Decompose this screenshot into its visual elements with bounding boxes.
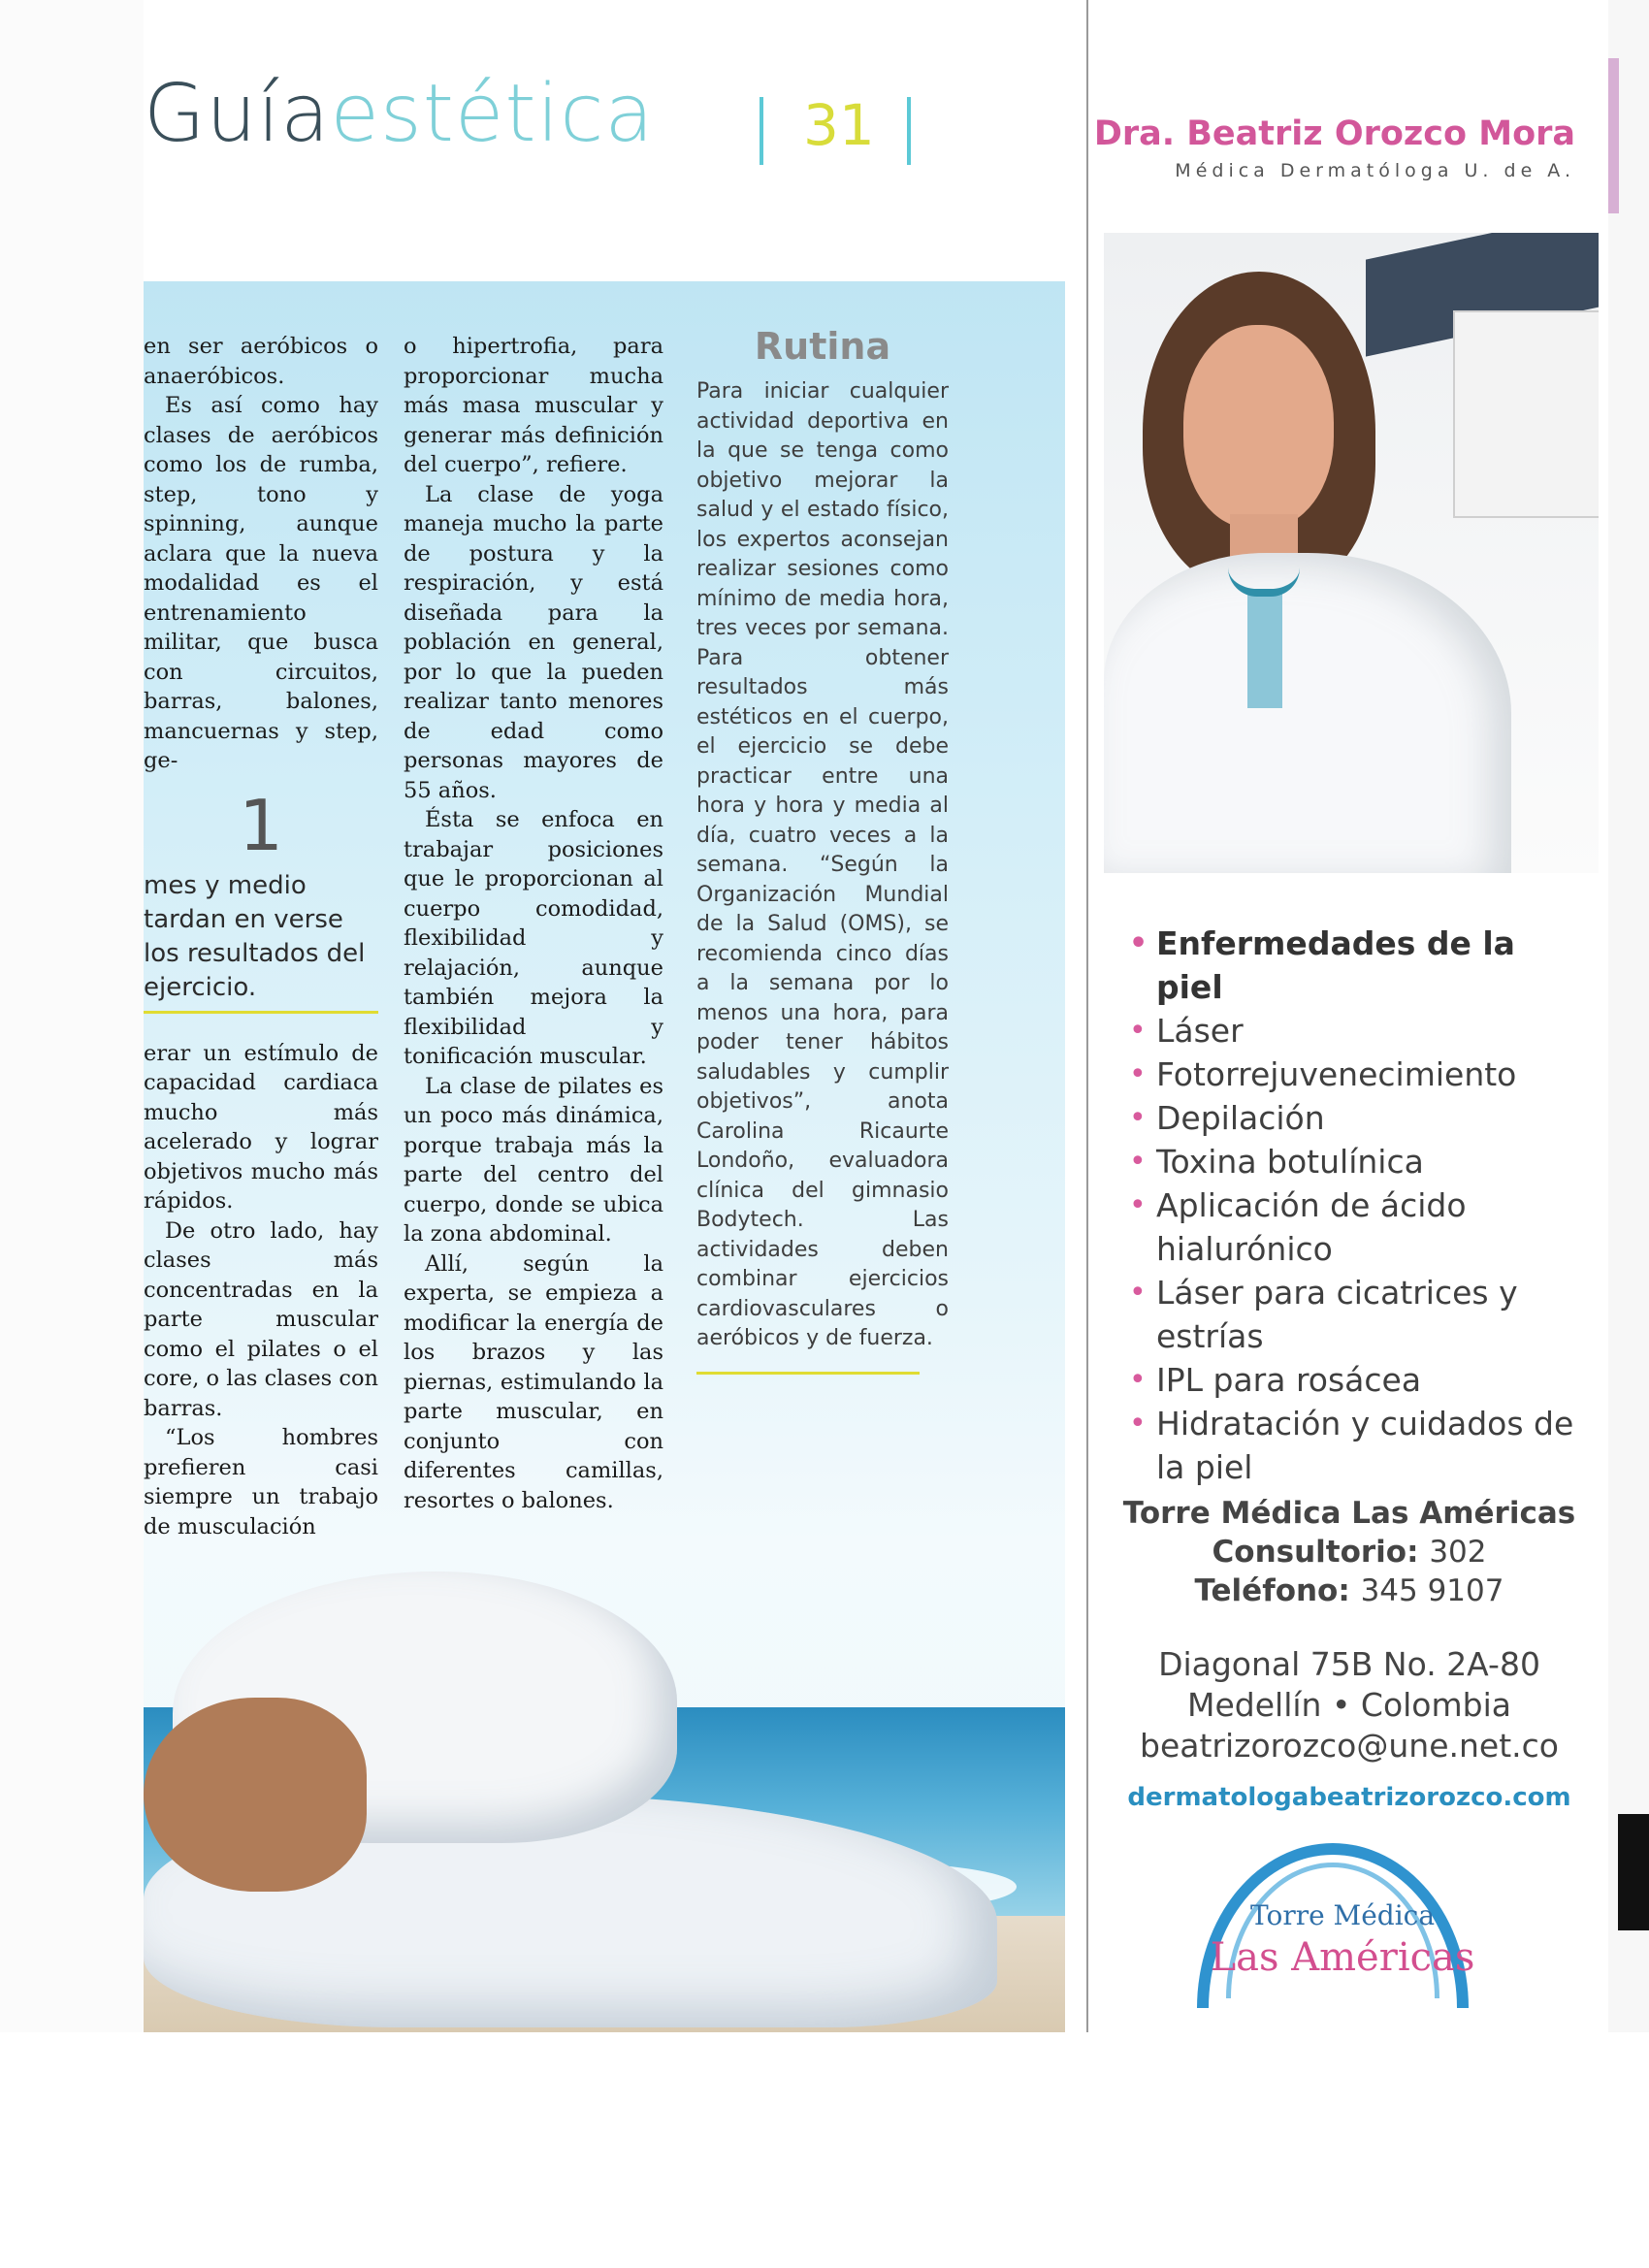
service-item: • Láser para cicatrices y estrías <box>1129 1271 1585 1358</box>
highlight-text: mes y medio tardan en verse los resultados del ejercicio. <box>144 870 366 1002</box>
service-item: • Enfermedades de la piel <box>1129 922 1585 1009</box>
dermatologist-ad <box>1090 0 1608 2032</box>
rutina-title: Rutina <box>754 325 891 368</box>
diploma-frame <box>1453 310 1599 518</box>
scan-bottom-margin <box>0 2032 1649 2268</box>
service-item: • Depilación <box>1129 1096 1585 1140</box>
doctor-blouse <box>1247 592 1282 708</box>
doctor-name: Dra. Beatriz Orozco Mora <box>1093 114 1575 153</box>
service-item: • Hidratación y cuidados de la piel <box>1129 1402 1585 1489</box>
rutina-underline <box>696 1372 920 1375</box>
beach-yoga-photo <box>144 1571 1065 2032</box>
article-column-1 <box>144 332 378 1541</box>
rutina-sidebar <box>696 325 949 1375</box>
paragraph: Allí, según la experta, se empieza a modificar la energía de los brazos y las piernas, estimulando la parte muscular, en conjunto con diferentes camillas, resortes o balones. <box>404 1250 663 1513</box>
email: beatrizorozco@une.net.co <box>1140 1727 1559 1765</box>
page-number: 31 <box>803 92 875 158</box>
page-number-bar-left <box>760 97 763 165</box>
article <box>144 281 1065 2032</box>
paragraph: Es así como hay clases de aeróbicos como los de rumba, step, tono y spinning, aunque aclara que la nueva modalidad es el entrenamiento militar, que busca con circuitos, barras, balones, mancuernas y step, ge- <box>144 393 378 773</box>
highlight-underline <box>144 1011 378 1014</box>
services-list <box>1129 922 1585 1489</box>
paragraph: erar un estímulo de capacidad cardiaca mucho más acelerado y lograr objetivos mucho más rápidos. <box>144 1040 378 1214</box>
office-label: Consultorio: <box>1212 1535 1419 1570</box>
paragraph: Ésta se enfoca en trabajar posiciones que le proporcionan al cuerpo comodidad, flexibilidad y relajación, aunque también mejora la flexibilidad y tonificación muscular. <box>404 807 663 1069</box>
logo-line-2: Las Américas <box>1210 1935 1475 1980</box>
paragraph: o hipertrofia, para proporcionar mucha más masa muscular y generar más definición del cuerpo”, refiere. <box>404 334 663 477</box>
scan-left-margin <box>0 0 144 2268</box>
next-page-edge-dark <box>1618 1814 1649 1930</box>
phone-value: 345 9107 <box>1360 1573 1504 1608</box>
paragraph: “Los hombres prefieren casi siempre un trabajo de musculación <box>144 1425 378 1539</box>
article-column-2 <box>404 332 663 1515</box>
phone-line <box>1090 1571 1608 1610</box>
torre-medica-logo <box>1187 1843 1498 1989</box>
website: dermatologabeatrizorozco.com <box>1127 1783 1571 1812</box>
doctor-face <box>1183 325 1334 529</box>
address-info <box>1090 1644 1608 1766</box>
magazine-brand <box>144 68 655 184</box>
brand-part-1: Guía <box>144 68 331 160</box>
doctor-photo <box>1104 233 1599 873</box>
doctor-title: Médica Dermatóloga U. de A. <box>1175 160 1575 181</box>
paragraph: De otro lado, hay clases más concentradas en la parte muscular como el pilates o el core, o las clases con barras. <box>144 1217 378 1421</box>
service-item: • Toxina botulínica <box>1129 1140 1585 1183</box>
page-number-bar-right <box>907 97 911 165</box>
building-name: Torre Médica Las Américas <box>1122 1496 1576 1531</box>
office-value: 302 <box>1429 1535 1487 1570</box>
service-item: • Aplicación de ácido hialurónico <box>1129 1183 1585 1271</box>
office-line <box>1090 1533 1608 1571</box>
service-item: • IPL para rosácea <box>1129 1358 1585 1402</box>
paragraph: La clase de pilates es un poco más dinámica, porque trabaja más la parte del centro del cuerpo, donde se ubica la zona abdominal. <box>404 1073 663 1247</box>
logo-line-1: Torre Médica <box>1249 1899 1436 1931</box>
paragraph: La clase de yoga maneja mucho la parte de postura y la respiración, y está diseñada para la población en general, por lo que la pueden realizar tanto menores de edad como personas mayores de 55 años. <box>404 481 663 803</box>
city: Medellín • Colombia <box>1187 1686 1511 1724</box>
service-item: • Láser <box>1129 1009 1585 1053</box>
rutina-text: Para iniciar cualquier actividad deportiva en la que se tenga como objetivo mejorar la salud y el estado físico, los expertos aconsejan realizar sesiones como mínimo de media hora, tres veces por semana. Para obtener resultados más estéticos en el cuerpo, el ejercicio se debe practicar entre una hora y hora y media al día, cuatro veces a la semana. “Según la Organización Mundial de la Salud (OMS), se recomienda cinco días a la semana por lo menos una hora, para poder tener hábitos saludables y cumplir objetivos”, anota Carolina Ricaurte Londoño, evaluadora clínica del gimnasio Bodytech. Las actividades deben combinar ejercicios cardiovasculares o aeróbicos y de fuerza. <box>696 379 949 1350</box>
highlight-number: 1 <box>239 784 283 866</box>
doctor-coat <box>1104 553 1511 873</box>
phone-label: Teléfono: <box>1194 1573 1350 1608</box>
address: Diagonal 75B No. 2A-80 <box>1158 1645 1540 1683</box>
paragraph: en ser aeróbicos o anaeróbicos. <box>144 334 378 389</box>
office-info <box>1090 1494 1608 1610</box>
person-arms <box>144 1698 367 1892</box>
service-item: • Fotorrejuvenecimiento <box>1129 1053 1585 1096</box>
magazine-page <box>144 0 1608 2032</box>
column-divider <box>1086 0 1088 2032</box>
brand-part-2: estética <box>330 68 655 160</box>
